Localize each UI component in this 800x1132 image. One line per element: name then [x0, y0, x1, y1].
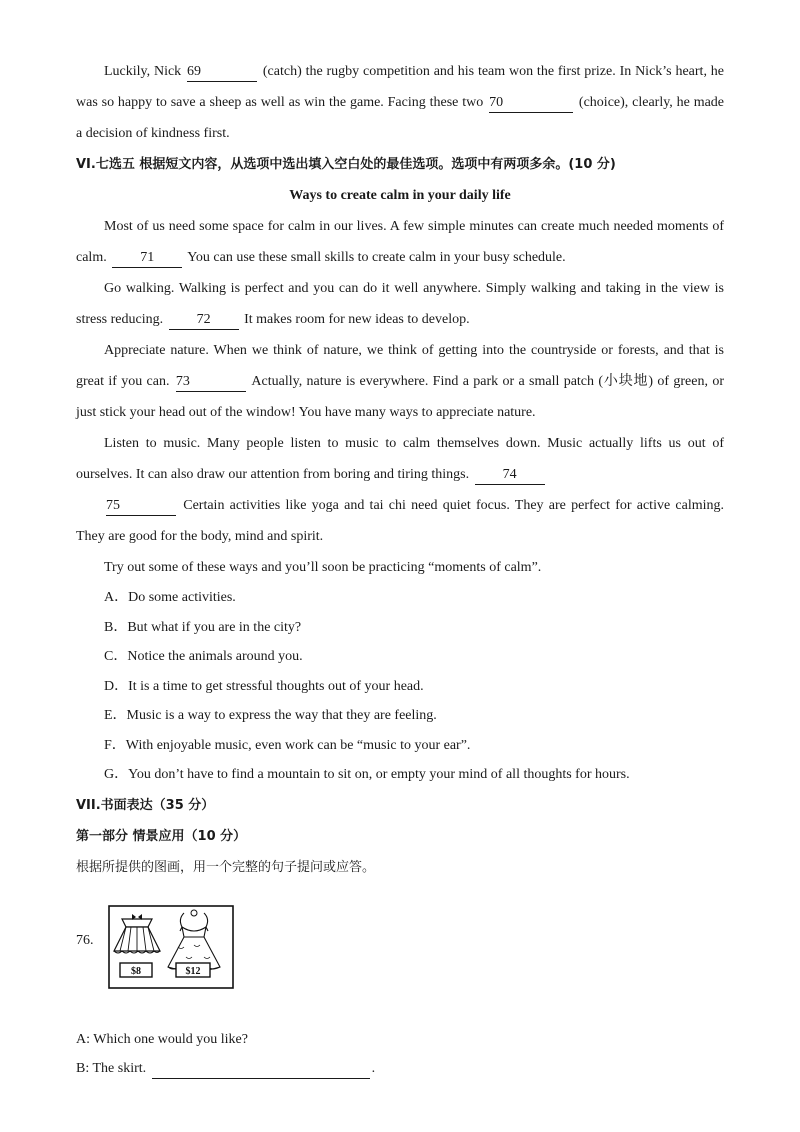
- text: ourselves. It can also draw our attention from boring and tiring things.: [76, 467, 470, 482]
- options-list: [76, 583, 724, 790]
- option-f: F．With enjoyable music, even work can be “music to your ear”.: [104, 737, 471, 753]
- blank-75[interactable]: 75: [106, 497, 176, 516]
- blank-74[interactable]: 74: [475, 466, 545, 485]
- p4-line-2: [76, 459, 724, 490]
- text: was so happy to save a sheep as well as win the game. Facing these two: [76, 95, 484, 110]
- blank-73[interactable]: 73: [176, 373, 246, 392]
- instruction: 根据所提供的图画，用一个完整的句子提问或应答。: [76, 859, 376, 875]
- text: Certain activities like yoga and tai chi need quiet focus. They are perfect for active calming.: [183, 498, 724, 513]
- text: Actually, nature is everywhere. Find a park or a small patch (小块地) of green, or: [251, 374, 724, 389]
- blank-69[interactable]: 69: [187, 63, 257, 82]
- p3-line-3: just stick your head out of the window! You have many ways to appreciate nature.: [76, 405, 536, 420]
- option-c: C．Notice the animals around you.: [104, 649, 303, 664]
- option-b: B．But what if you are in the city?: [104, 619, 302, 635]
- answer-blank-76[interactable]: [152, 1060, 370, 1079]
- dress-price: $12: [185, 965, 201, 977]
- blank-72[interactable]: 72: [169, 311, 239, 330]
- p3-line-1: Appreciate nature. When we think of nature, we think of getting into the countryside or forests, and that is: [104, 343, 724, 358]
- dialogue-a: A: Which one would you like?: [76, 1031, 248, 1047]
- section-7-heading: VII.书面表达（35 分）: [76, 797, 215, 813]
- blank-70[interactable]: 70: [489, 94, 573, 113]
- text: stress reducing.: [76, 312, 164, 327]
- text: calm.: [76, 250, 107, 265]
- question-76: [76, 889, 724, 999]
- p3-line-2: [76, 366, 724, 397]
- text: great if you can.: [76, 374, 170, 389]
- nick-line-2: [76, 87, 724, 118]
- text: .: [371, 1060, 376, 1076]
- option-d: D．It is a time to get stressful thoughts out of your head.: [104, 678, 424, 694]
- part-1-heading: 第一部分 情景应用（10 分）: [76, 828, 247, 844]
- option-a: A．Do some activities.: [104, 590, 236, 605]
- document-page: [76, 56, 724, 1083]
- skirt-dress-picture: [108, 905, 234, 989]
- p1-line-1: Most of us need some space for calm in our lives. A few simple minutes can create much needed moments of: [104, 219, 724, 234]
- dialogue-b: [76, 1054, 724, 1083]
- nick-line-3: a decision of kindness first.: [76, 126, 230, 141]
- text: Luckily, Nick: [104, 64, 182, 79]
- skirt-price: $8: [131, 965, 141, 977]
- p4-line-1: Listen to music. Many people listen to music to calm themselves down. Music actually lifts us out of: [104, 436, 724, 451]
- text: (catch) the rugby competition and his team won the first prize. In Nick’s heart, he: [262, 64, 724, 79]
- p1-line-2: [76, 242, 724, 273]
- p5-line-2: They are good for the body, mind and spirit.: [76, 529, 324, 544]
- blank-71[interactable]: 71: [112, 249, 182, 268]
- question-number: 76.: [76, 932, 94, 948]
- p6-line: Try out some of these ways and you’ll soon be practicing “moments of calm”.: [104, 560, 542, 575]
- text: It makes room for new ideas to develop.: [244, 312, 470, 327]
- option-e: E．Music is a way to express the way that they are feeling.: [104, 708, 437, 723]
- p2-line-1: Go walking. Walking is perfect and you can do it well anywhere. Simply walking and taking in the view is: [104, 281, 724, 296]
- text: (choice), clearly, he made: [578, 95, 725, 110]
- nick-line-1: [76, 56, 724, 87]
- text: You can use these small skills to create calm in your busy schedule.: [187, 250, 566, 265]
- section-6-heading: VI.七选五 根据短文内容，从选项中选出填入空白处的最佳选项。选项中有两项多余。(10 分): [76, 157, 616, 172]
- p5-line-1: [76, 490, 724, 521]
- text: B: The skirt.: [76, 1060, 147, 1076]
- option-g: G．You don’t have to find a mountain to sit on, or empty your mind of all thoughts for hours.: [104, 767, 630, 782]
- p2-line-2: [76, 304, 724, 335]
- passage-title: Ways to create calm in your daily life: [289, 188, 511, 203]
